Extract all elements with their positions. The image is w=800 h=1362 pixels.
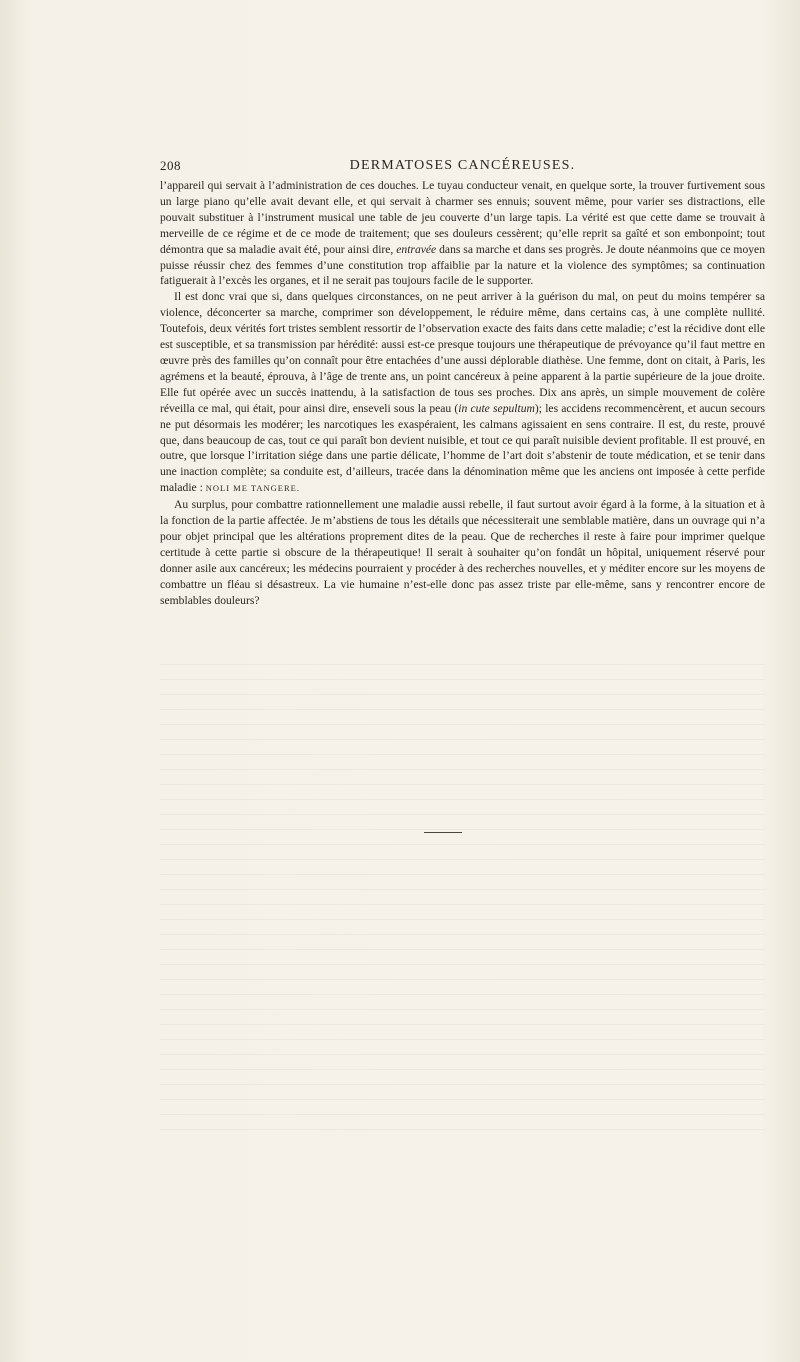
body-text [160, 178, 765, 608]
closing-rule [424, 832, 462, 833]
running-title: DERMATOSES CANCÉREUSES. [349, 158, 576, 173]
paragraph-2-text: Il est donc vrai que si, dans quelques circonstances, on ne peut arriver à la guérison du mal, on peut du moins tempérer sa violence, déconcerter sa marche, comprimer son développement, le réduire même, dans certains cas, à une complète nullité. Toutefois, deux vérités fort tristes semblent ressortir de l’observation exacte des faits dans cette maladie; c’est la récidive dont elle est susceptible, et sa transmission par hérédité: aussi est-ce presque toujours une thérapeutique de prévoyance qu’il faut mettre en œuvre près des familles qu’on connaît pour être entachées d’une aussi déplorable diathèse. Une femme, dont on citait, à Paris, les agrémens et la beauté, éprouva, à l’âge de trente ans, un point cancéreux à peine apparent à la partie supérieure de la joue droite. Elle fut opérée avec un succès inattendu, à la satisfaction de tous ses proches. Dix ans après, un simple mouvement de colère réveilla ce mal, qui était, pour ainsi dire, enseveli sous la peau ( [160, 290, 765, 415]
page-number: 208 [160, 158, 181, 173]
paragraph-3-text: Au surplus, pour combattre rationnellement une maladie aussi rebelle, il faut surtout avoir égard à la forme, à la situation et à la fonction de la partie affectée. Je m’abstiens de tous les détails que nécessiterait une semblable matière, dans un ouvrage qui n’a pour objet principal que les altérations proprement dites de la peau. Que de recherches il reste à faire pour imprimer quelque certitude à cette partie si obscure de la thérapeutique! Il serait à souhaiter qu’on fondât un hôpital, uniquement réservé pour donner asile aux cancéreux; les médecins pourraient y procéder à des recherches nouvelles, et y méditer encore sur les moyens de combattre un fléau si désastreux. La vie humaine n’est-elle donc pas assez triste par elle-même, sans y rencontrer encore de semblables douleurs? [160, 498, 765, 607]
paragraph-2-italic: in cute sepultum [458, 401, 535, 415]
paragraph-3 [160, 497, 765, 608]
paragraph-1 [160, 178, 765, 289]
show-through-text [160, 660, 765, 1130]
paragraph-2-tail: ); les accidens recommencèrent, et aucun secours ne put désormais les modérer; les narcotiques les exaspéraient, les calmans agissaient en sens contraire. Il est, du reste, prouvé que, dans beaucoup de cas, tout ce qui paraît bon devient nuisible, et tout ce qui paraît nuisible devient profitable. Il est prouvé, en outre, que lorsque l’irritation siége dans une partie délicate, l’homme de l’art doit s’abstenir de toute médication, et se tenir dans une inaction complète; sa conduite est, d’ailleurs, tracée dans la dénomination même que les anciens ont imposée à cette perfide maladie : [160, 401, 765, 495]
running-head [160, 158, 765, 178]
paragraph-1-italic: entravée [396, 242, 437, 256]
paragraph-1-text: l’appareil qui servait à l’administration de ces douches. Le tuyau conducteur venait, en quelque sorte, la trouver furtivement sous un large piano qu’elle avait devant elle, et qui servait à charmer ses ennuis; souvent même, pour varier ses distractions, elle pouvait substituer à l’instrument musical une table de jeu couverte d’un large tapis. La vérité est que cette dame se trouvait à merveille de ce régime et de ce mode de traitement; que ses douleurs cessèrent; qu’elle reprit sa gaîté et son embonpoint; tout démontra que sa maladie avait été, pour ainsi dire, [160, 179, 765, 256]
paragraph-1-tail: dans sa marche et dans ses progrès. Je doute néanmoins que ce moyen puisse réussir chez des femmes d’une constitution trop affaiblie par la nature et la violence des symptômes; sa continuation fatiguerait à l’excès les organes, et il ne serait pas toujours facile de le supporter. [160, 242, 765, 288]
text-block [160, 158, 765, 608]
paragraph-2 [160, 289, 765, 497]
paragraph-2-smallcaps: NOLI ME TANGERE. [205, 483, 300, 494]
